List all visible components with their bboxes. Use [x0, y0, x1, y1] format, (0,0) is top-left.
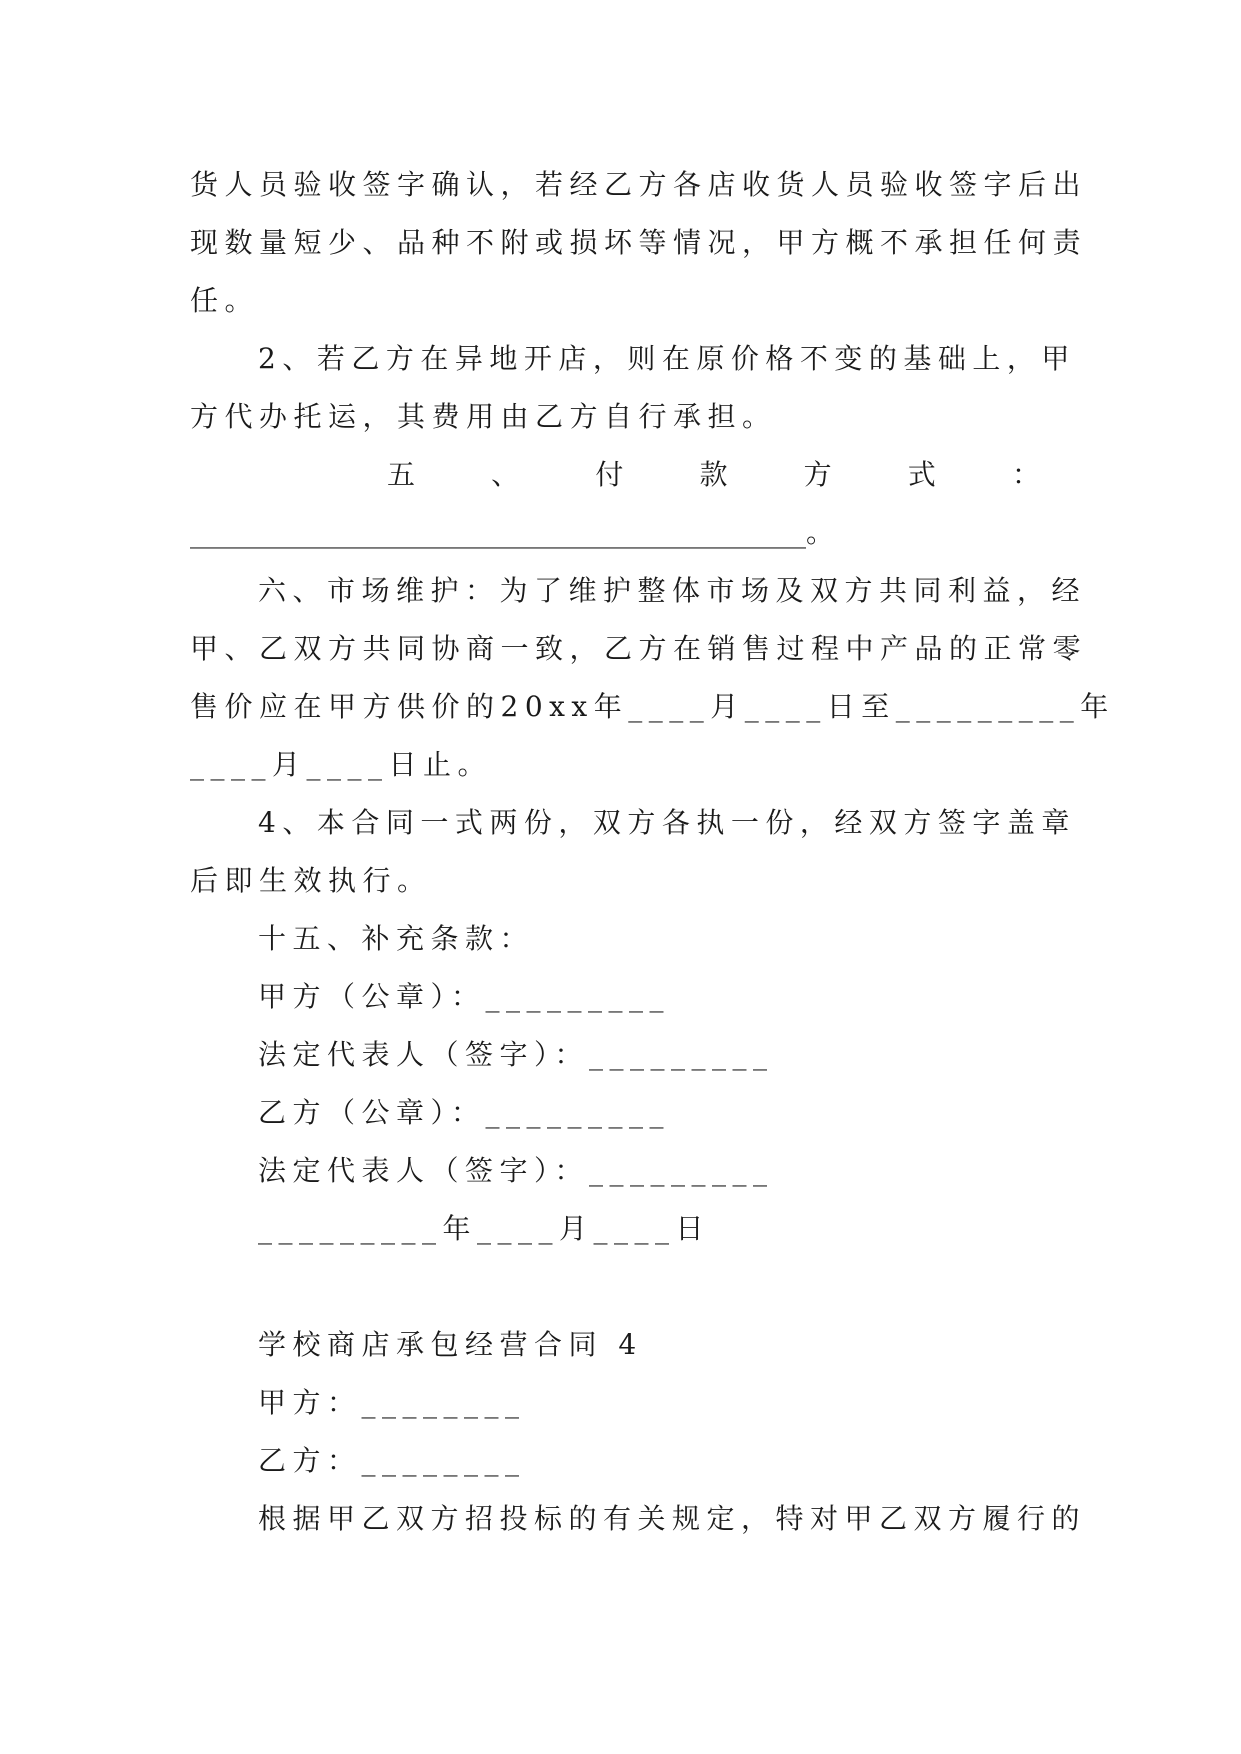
paragraph-line: 后即生效执行。 — [190, 864, 432, 897]
paragraph-line: 任。 — [190, 284, 260, 317]
heading-char: 式 — [907, 458, 936, 491]
date-line: _________年____月____日 — [258, 1212, 711, 1245]
paragraph-line: 售价应在甲方供价的20xx年____月____日至_________年 — [190, 690, 1115, 723]
paragraph-line: 货人员验收签字确认，若经乙方各店收货人员验收签字后出 — [190, 168, 1088, 201]
contract-title: 学校商店承包经营合同 4 — [258, 1328, 643, 1361]
spacer — [190, 1258, 1048, 1316]
party-a-line: 甲方：________ — [258, 1386, 526, 1419]
blank-fill-line: ____________________________________________。 — [190, 516, 835, 549]
party-b-line: 乙方：________ — [258, 1444, 526, 1477]
paragraph-line: 2、若乙方在异地开店，则在原价格不变的基础上，甲 — [258, 342, 1076, 375]
heading-char: 款 — [699, 458, 728, 491]
signature-line: 法定代表人（签字）：_________ — [258, 1038, 774, 1071]
document-body — [190, 156, 1115, 1548]
paragraph-line: 根据甲乙双方招投标的有关规定，特对甲乙双方履行的 — [258, 1502, 1087, 1535]
paragraph-line: 六、市场维护：为了维护整体市场及双方共同利益，经 — [258, 574, 1087, 607]
signature-line: 乙方（公章）：_________ — [258, 1096, 671, 1129]
heading-char: 五 — [387, 458, 416, 491]
paragraph-line: ____月____日止。 — [190, 748, 493, 781]
signature-line: 甲方（公章）：_________ — [258, 980, 671, 1013]
paragraph-line: 甲、乙双方共同协商一致，乙方在销售过程中产品的正常零 — [190, 632, 1088, 665]
heading-char: 、 — [491, 458, 520, 491]
heading-char: ： — [1011, 458, 1040, 491]
signature-line: 法定代表人（签字）：_________ — [258, 1154, 774, 1187]
paragraph-line: 方代办托运，其费用由乙方自行承担。 — [190, 400, 777, 433]
heading-char: 方 — [803, 458, 832, 491]
section-heading-payment — [190, 446, 1048, 504]
paragraph-line: 现数量短少、品种不附或损坏等情况，甲方概不承担任何责 — [190, 226, 1088, 259]
supplement-heading: 十五、补充条款： — [258, 922, 535, 955]
paragraph-line: 4、本合同一式两份，双方各执一份，经双方签字盖章 — [258, 806, 1076, 839]
heading-char: 付 — [595, 458, 624, 491]
